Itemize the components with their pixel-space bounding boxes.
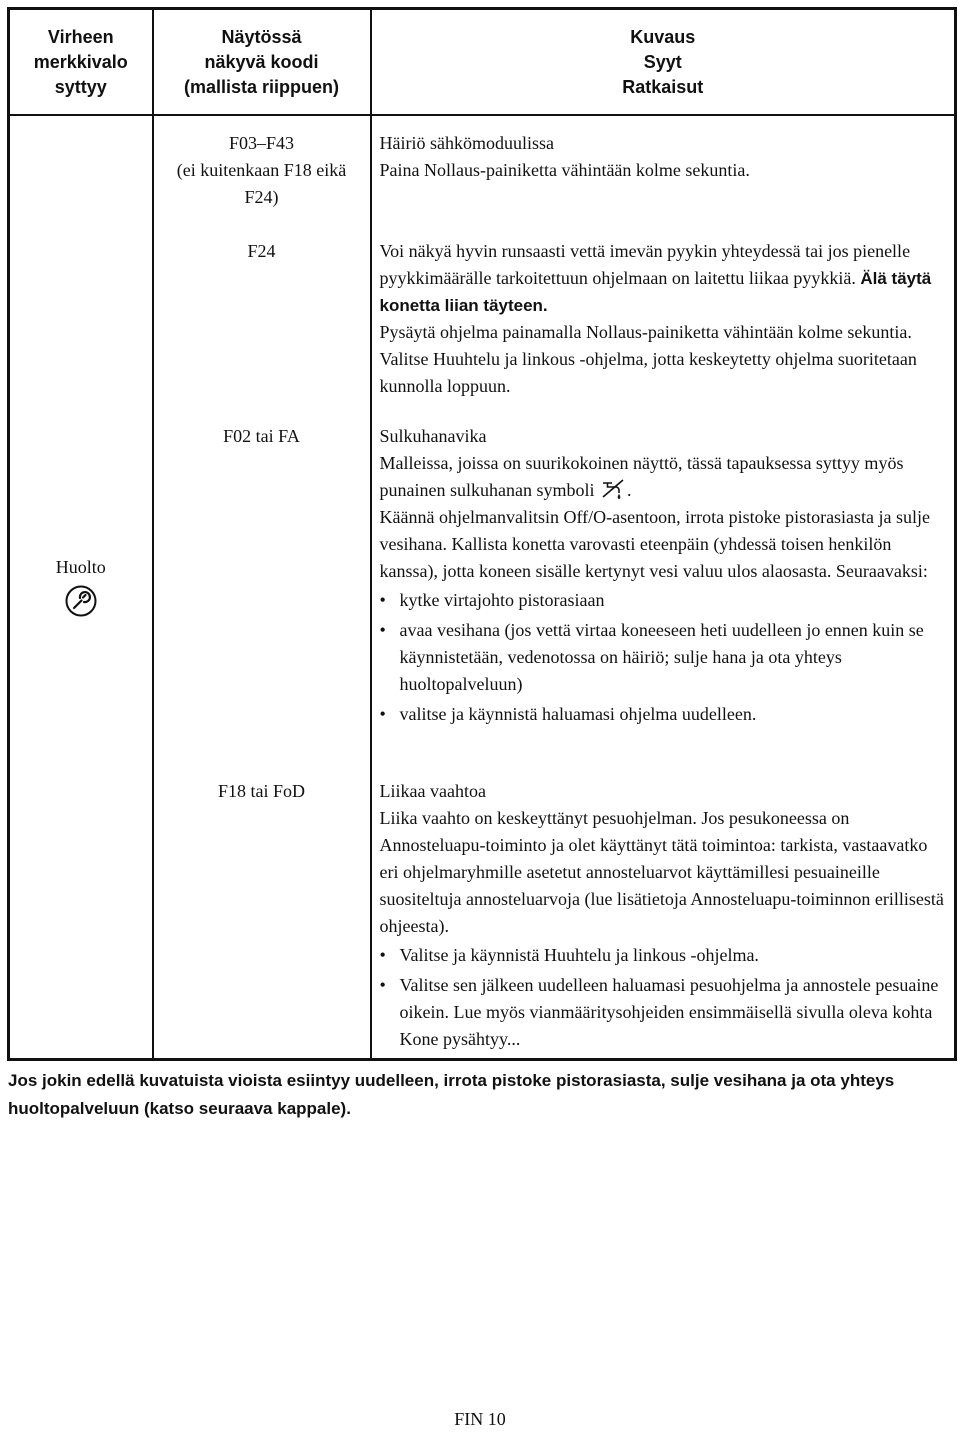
description-line: Paina Nollaus-painiketta vähintään kolme sekuntia.: [379, 160, 750, 180]
code-line: F03–F43: [228, 133, 295, 153]
header-line: Virheen: [47, 26, 114, 47]
error-table: [7, 7, 957, 1061]
page-number: FIN 10: [454, 1409, 506, 1429]
description-title: Liikaa vaahtoa: [379, 781, 486, 801]
header-line: Kuvaus: [630, 26, 696, 47]
description-paragraph: [380, 450, 947, 504]
description-paragraph: Käännä ohjelmanvalitsin Off/O-asentoon, irrota pistoke pistorasiasta ja sulje vesihana. Kallista konetta varovasti eteenpäin (yhdessä toisen henkilön kanssa), jotta koneen sisälle kertynyt vesi valuu ulos alaosasta. Seuraavaksi:: [379, 507, 931, 581]
error-code-f03-f43: [154, 130, 370, 211]
header-line: näkyvä koodi: [204, 51, 319, 72]
description-f03-f43: [380, 130, 947, 184]
description-f02: [380, 423, 947, 731]
description-title: Sulkuhanavika: [379, 426, 487, 446]
code-line: F24): [244, 187, 279, 207]
error-code-f18: F18 tai FoD: [217, 781, 305, 801]
header-indicator-light: [9, 9, 153, 116]
header-display-code: [153, 9, 371, 116]
description-paragraph: Pysäytä ohjelma painamalla Nollaus-painiketta vähintään kolme sekuntia. Valitse Huuhtelu ja linkous -ohjelma, jotta keskeytetty ohjelma suoritetaan kunnolla loppuun.: [379, 322, 917, 396]
error-code-f02: F02 tai FA: [223, 426, 300, 446]
list-item: • avaa vesihana (jos vettä virtaa koneeseen heti uudelleen jo ennen kuin se käynnistetään, vedenotossa on häiriö; sulje hana ja ota yhteys huoltopalveluun): [380, 617, 947, 698]
description-f24: [380, 238, 947, 400]
table-header-row: [9, 9, 956, 116]
list-item: • kytke virtajohto pistorasiaan: [380, 587, 947, 614]
indicator-light-cell: [9, 115, 153, 1060]
header-line: syttyy: [54, 76, 107, 97]
header-description: [371, 9, 956, 116]
header-line: Ratkaisut: [622, 76, 704, 97]
bullet-list: [380, 942, 947, 1053]
description-text: .: [626, 480, 632, 500]
header-line: merkkivalo: [33, 51, 128, 72]
error-code-f24: F24: [247, 241, 276, 261]
table-body-row: [9, 115, 956, 1060]
footer-note: Jos jokin edellä kuvatuista vioista esiintyy uudelleen, irrota pistoke pistorasiasta, sulje vesihana ja ota yhteys huoltopalveluun (katso seuraava kappale).: [8, 1071, 895, 1118]
description-paragraph: [380, 238, 947, 319]
code-line: (ei kuitenkaan F18 eikä: [176, 160, 347, 180]
light-label: Huolto: [55, 556, 106, 577]
description-line: Häiriö sähkömoduulissa: [379, 133, 554, 153]
description-f18: [380, 778, 947, 1056]
bullet-list: [380, 587, 947, 728]
list-item: • valitse ja käynnistä haluamasi ohjelma uudelleen.: [380, 701, 947, 728]
description-text: Voi näkyä hyvin runsaasti vettä imevän pyykin yhteydessä tai jos pienelle pyykkimäärälle tarkoitettuun ohjelmaan on laitettu liikaa pyykkiä.: [379, 241, 911, 288]
header-line: Syyt: [643, 51, 682, 72]
description-text: Malleissa, joissa on suurikokoinen näyttö, tässä tapauksessa syttyy myös punainen sulkuhanan symboli: [379, 453, 904, 500]
warning-text: Älä täytä konetta liian täyteen.: [379, 269, 932, 315]
description-column: [371, 115, 956, 1060]
header-line: Näytössä: [221, 26, 302, 47]
list-item: • Valitse sen jälkeen uudelleen haluamasi pesuohjelma ja annostele pesuaine oikein. Lue myös vianmääritysohjeiden ensimmäisellä sivulla oleva kohta Kone pysähtyy...: [380, 972, 947, 1053]
code-column: [153, 115, 371, 1060]
header-line: (mallista riippuen): [183, 76, 340, 97]
list-item: • Valitse ja käynnistä Huuhtelu ja linkous -ohjelma.: [380, 942, 947, 969]
water-tap-off-icon: [600, 478, 626, 500]
description-paragraph: Liika vaahto on keskeyttänyt pesuohjelman. Jos pesukoneessa on Annosteluapu-toiminto ja olet käyttänyt tätä toimintoa: tarkista, vastaavatko eri ohjelmaryhmille asetetut annosteluarvot käyttämillesi pesuaineille suositeltuja annosteluarvoja (lue lisätietoja Annosteluapu-toiminnon erillisestä ohjeesta).: [379, 808, 944, 936]
wrench-icon: [64, 584, 98, 618]
